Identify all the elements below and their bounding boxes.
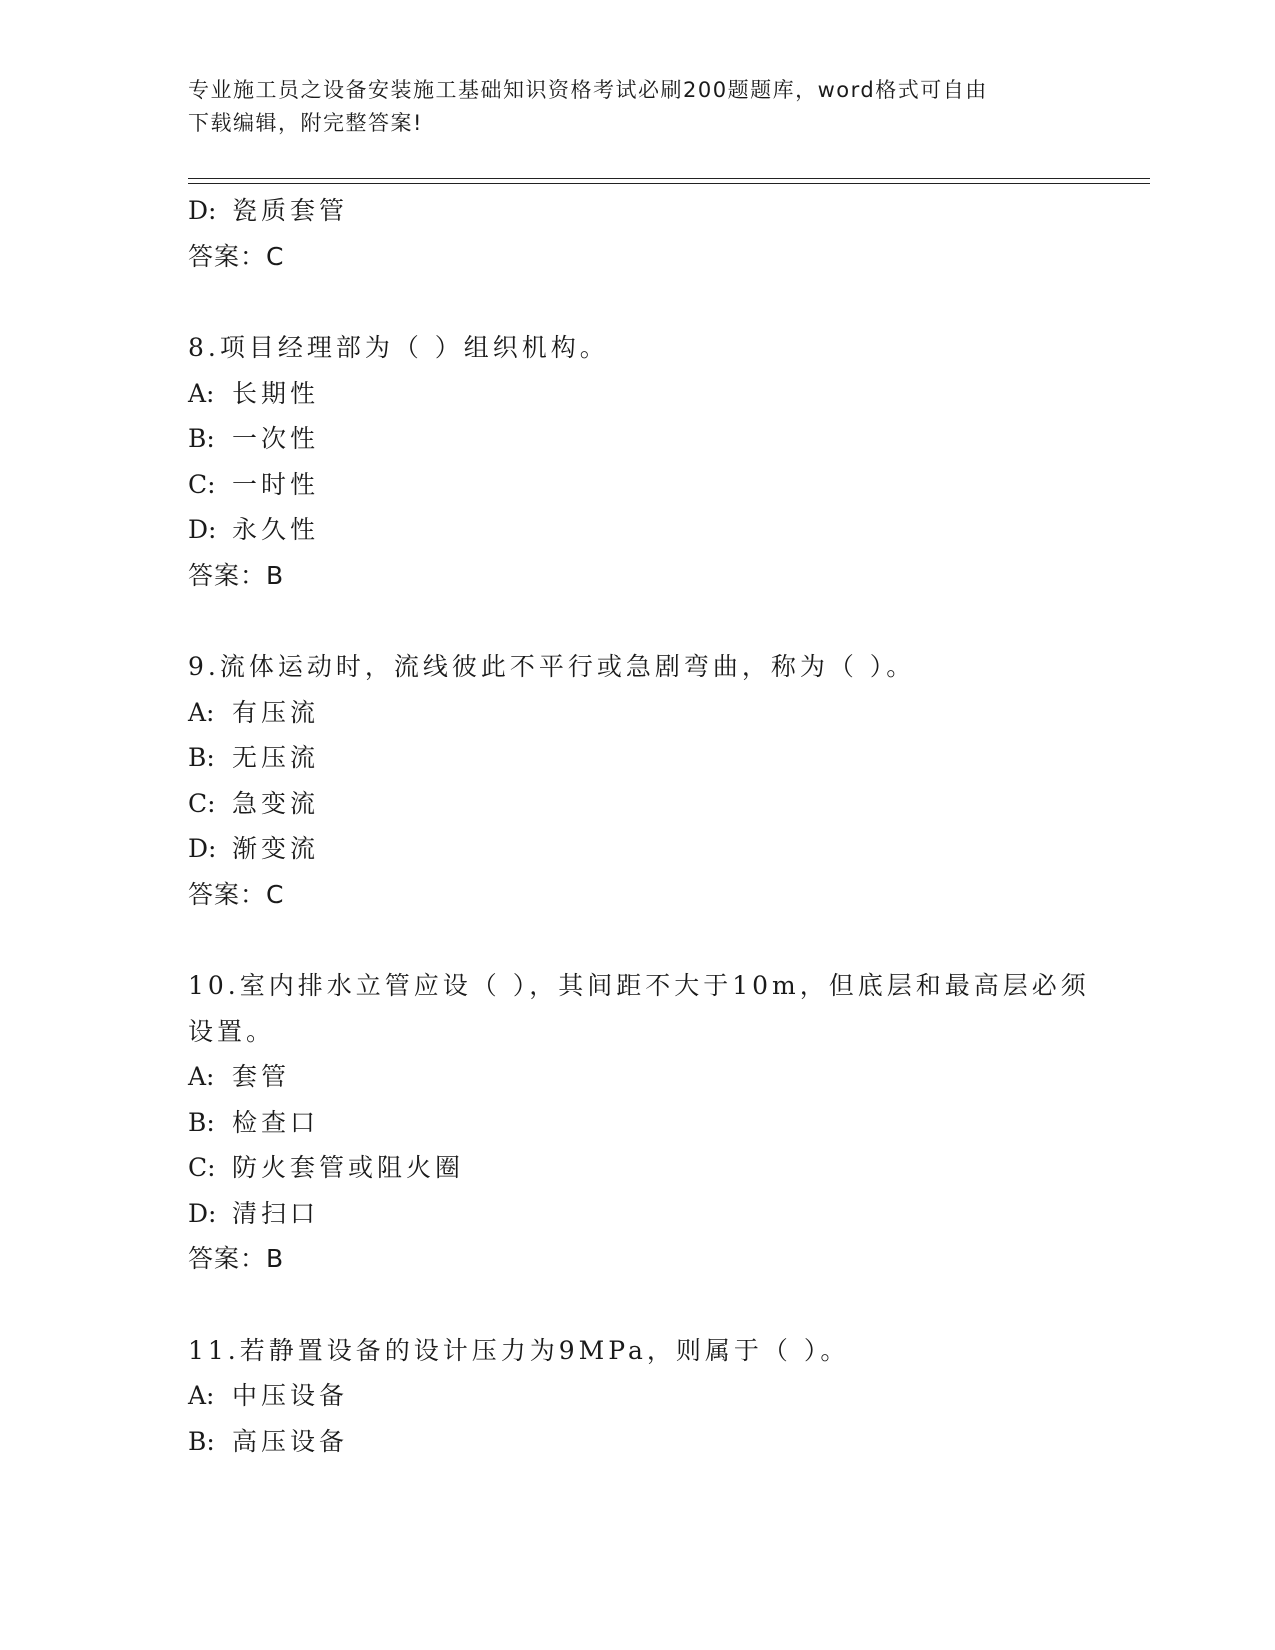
option-text: 高压设备	[232, 1426, 349, 1456]
question-10-answer: 答案：B	[188, 1244, 285, 1273]
prev-option-d	[188, 188, 1108, 234]
option-letter: A:	[188, 697, 215, 727]
option-letter: A:	[188, 1381, 215, 1410]
option-letter: D:	[188, 515, 217, 544]
option-letter: A:	[188, 1062, 215, 1091]
option-letter: B:	[188, 1426, 215, 1456]
option-text: 无压流	[232, 743, 320, 772]
option-text: 渐变流	[232, 834, 320, 863]
option-text: 有压流	[232, 697, 320, 727]
option-letter: C:	[188, 469, 216, 499]
option-letter: D:	[188, 1198, 217, 1228]
question-8-title: 8.项目经理部为（ ）组织机构。	[188, 333, 609, 362]
header-divider-top	[188, 178, 1150, 179]
document-header	[188, 74, 1088, 140]
question-8-answer: 答案：B	[188, 560, 285, 590]
option-text: 检查口	[232, 1107, 320, 1137]
question-9-option-a	[188, 690, 1108, 736]
question-10-option-a	[188, 1054, 1108, 1100]
option-letter: B:	[188, 424, 215, 453]
question-list	[188, 188, 1108, 1464]
option-text: 永久性	[232, 515, 320, 544]
question-11-option-b	[188, 1419, 1108, 1465]
option-letter: C:	[188, 788, 216, 818]
option-text: 瓷质套管	[232, 196, 349, 225]
question-10-option-d	[188, 1191, 1108, 1237]
question-10-option-c	[188, 1145, 1108, 1191]
option-letter: D:	[188, 834, 217, 863]
option-letter: A:	[188, 378, 215, 408]
option-text: 中压设备	[232, 1381, 349, 1410]
question-9-option-d	[188, 826, 1108, 872]
option-letter: B:	[188, 1107, 215, 1137]
question-11-title: 11.若静置设备的设计压力为9MPa，则属于（ ）。	[188, 1335, 850, 1365]
option-text: 防火套管或阻火圈	[232, 1153, 465, 1182]
option-text: 急变流	[232, 788, 320, 818]
header-line-2: 下载编辑，附完整答案!	[188, 111, 423, 135]
option-text: 长期性	[232, 378, 320, 408]
question-8-option-a	[188, 371, 1108, 417]
option-text: 清扫口	[232, 1198, 320, 1228]
question-9-answer: 答案：C	[188, 879, 285, 909]
option-text: 套管	[232, 1062, 291, 1091]
option-text: 一次性	[232, 424, 320, 453]
question-11-option-a	[188, 1373, 1108, 1419]
question-10-option-b	[188, 1100, 1108, 1146]
question-8-option-d	[188, 507, 1108, 553]
question-9-title: 9.流体运动时，流线彼此不平行或急剧弯曲，称为（ ）。	[188, 652, 916, 681]
option-letter: C:	[188, 1153, 216, 1182]
option-letter: B:	[188, 743, 215, 772]
prev-answer: 答案：C	[188, 241, 285, 271]
option-letter: D:	[188, 196, 217, 225]
question-8-option-c	[188, 462, 1108, 508]
header-divider-bottom	[188, 183, 1150, 184]
question-8-option-b	[188, 416, 1108, 462]
header-line-1: 专业施工员之设备安装施工基础知识资格考试必刷200题题库，word格式可自由	[188, 78, 988, 102]
question-10-title-line-1: 10.室内排水立管应设（ ），其间距不大于10m，但底层和最高层必须	[188, 971, 1090, 1000]
question-9-option-b	[188, 735, 1108, 781]
question-10-title-line-2: 设置。	[188, 1016, 276, 1046]
option-text: 一时性	[232, 469, 320, 499]
question-9-option-c	[188, 781, 1108, 827]
